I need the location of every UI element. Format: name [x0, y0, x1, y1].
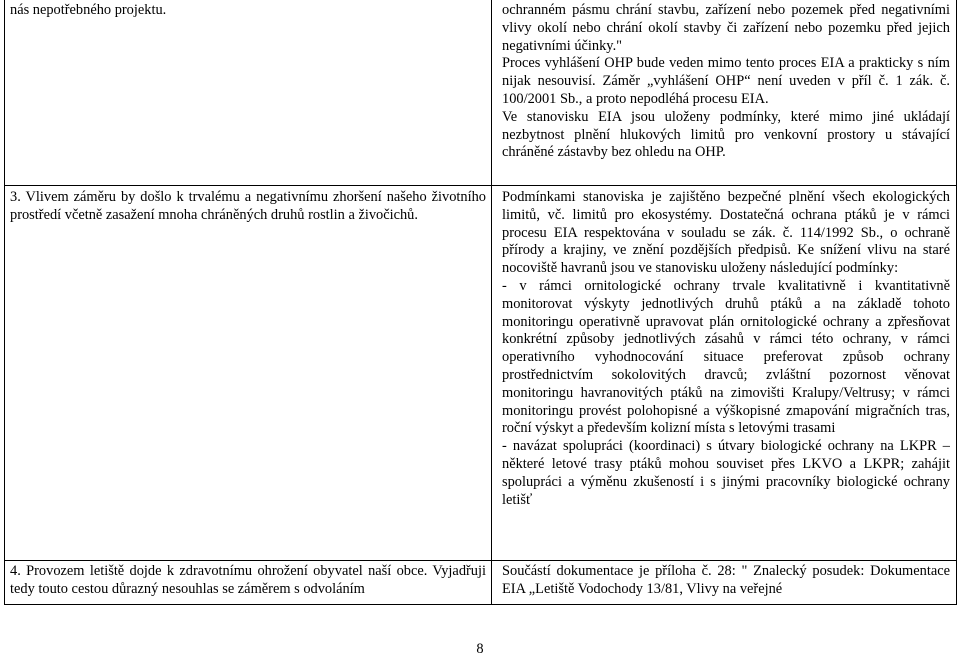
- row-divider: [4, 560, 956, 561]
- response-cell: [502, 2, 950, 184]
- comment-cell: [10, 2, 486, 184]
- page-number: 8: [476, 641, 484, 657]
- response-paragraph: Ve stanovisku EIA jsou uloženy podmínky, které mimo jiné ukládají nezbytnost plnění hlukových limitů pro venkovní prostory u stávající chráněné zástavby bez ohledu na OHP.: [502, 108, 950, 161]
- response-cell: [502, 189, 950, 559]
- comment-cell: [10, 189, 486, 559]
- response-paragraph: ochranném pásmu chrání stavbu, zařízení nebo pozemek před negativními vlivy okolí nebo chrání okolí stavby či zařízení nebo pozemku před jejich negativními účinky.": [502, 2, 950, 54]
- comment-text: 4. Provozem letiště dojde k zdravotnímu ohrožení obyvatel naší obce. Vyjadřuji tedy touto cestou důrazný nesouhlas se záměrem s odvoláním: [10, 563, 486, 597]
- response-paragraph: - navázat spolupráci (koordinaci) s útvary biologické ochrany na LKPR – některé letové trasy ptáků mohou souviset přes LKVO a LKPR; zahájit spolupráci a výměnu zkušeností i s jinými pracovníky biologické ochrany letišť: [502, 438, 950, 508]
- response-paragraph: Proces vyhlášení OHP bude veden mimo tento proces EIA a prakticky s ním nijak nesouvisí. Záměr „vyhlášení OHP“ není uveden v příl č. 1 zák. č. 100/2001 Sb., a proto nepodléhá procesu EIA.: [502, 55, 950, 107]
- response-paragraph: Součástí dokumentace je příloha č. 28: " Znalecký posudek: Dokumentace EIA „Letiště Vodochody 13/81, Vlivy na veřejné: [502, 563, 950, 597]
- comment-cell: [10, 563, 486, 603]
- column-divider: [491, 0, 492, 604]
- response-paragraph: - v rámci ornitologické ochrany trvale kvalitativně i kvantitativně monitorovat výskyty jednotlivých druhů ptáků a na základě tohoto monitoringu operativně upravovat plán ornitologické ochrany a zpřesňovat konkrétní způsoby jednotlivých zásahů v rámci této ochrany, v rámci operativního vyhodnocování situace preferovat způsob ochrany prostřednictvím sokolovitých dravců; zvláštní pozornost věnovat monitoringu havranovitých ptáků na zimovišti Kralupy/Veltrusy; v rámci monitoringu provést polohopisné a výškopisné zmapování migračních tras, roční výskyt a především kolizní místa s letovými trasami: [502, 277, 950, 437]
- comment-text: nás nepotřebného projektu.: [10, 2, 167, 18]
- response-paragraph: Podmínkami stanoviska je zajištěno bezpečné plnění všech ekologických limitů, vč. limitů pro ekosystémy. Dostatečná ochrana ptáků je v rámci procesu EIA respektována v souladu se zák. č. 114/1992 Sb., o ochraně přírody a krajiny, ve znění pozdějších předpisů. Ke snížení vlivu na staré nocoviště havranů jsou ve stanovisku uloženy následující podmínky:: [502, 189, 950, 277]
- row-divider: [4, 185, 956, 186]
- response-cell: [502, 563, 950, 603]
- comment-text: 3. Vlivem záměru by došlo k trvalému a negativnímu zhoršení našeho životního prostředí včetně zasažení mnoha chráněných druhů rostlin a živočichů.: [10, 189, 486, 223]
